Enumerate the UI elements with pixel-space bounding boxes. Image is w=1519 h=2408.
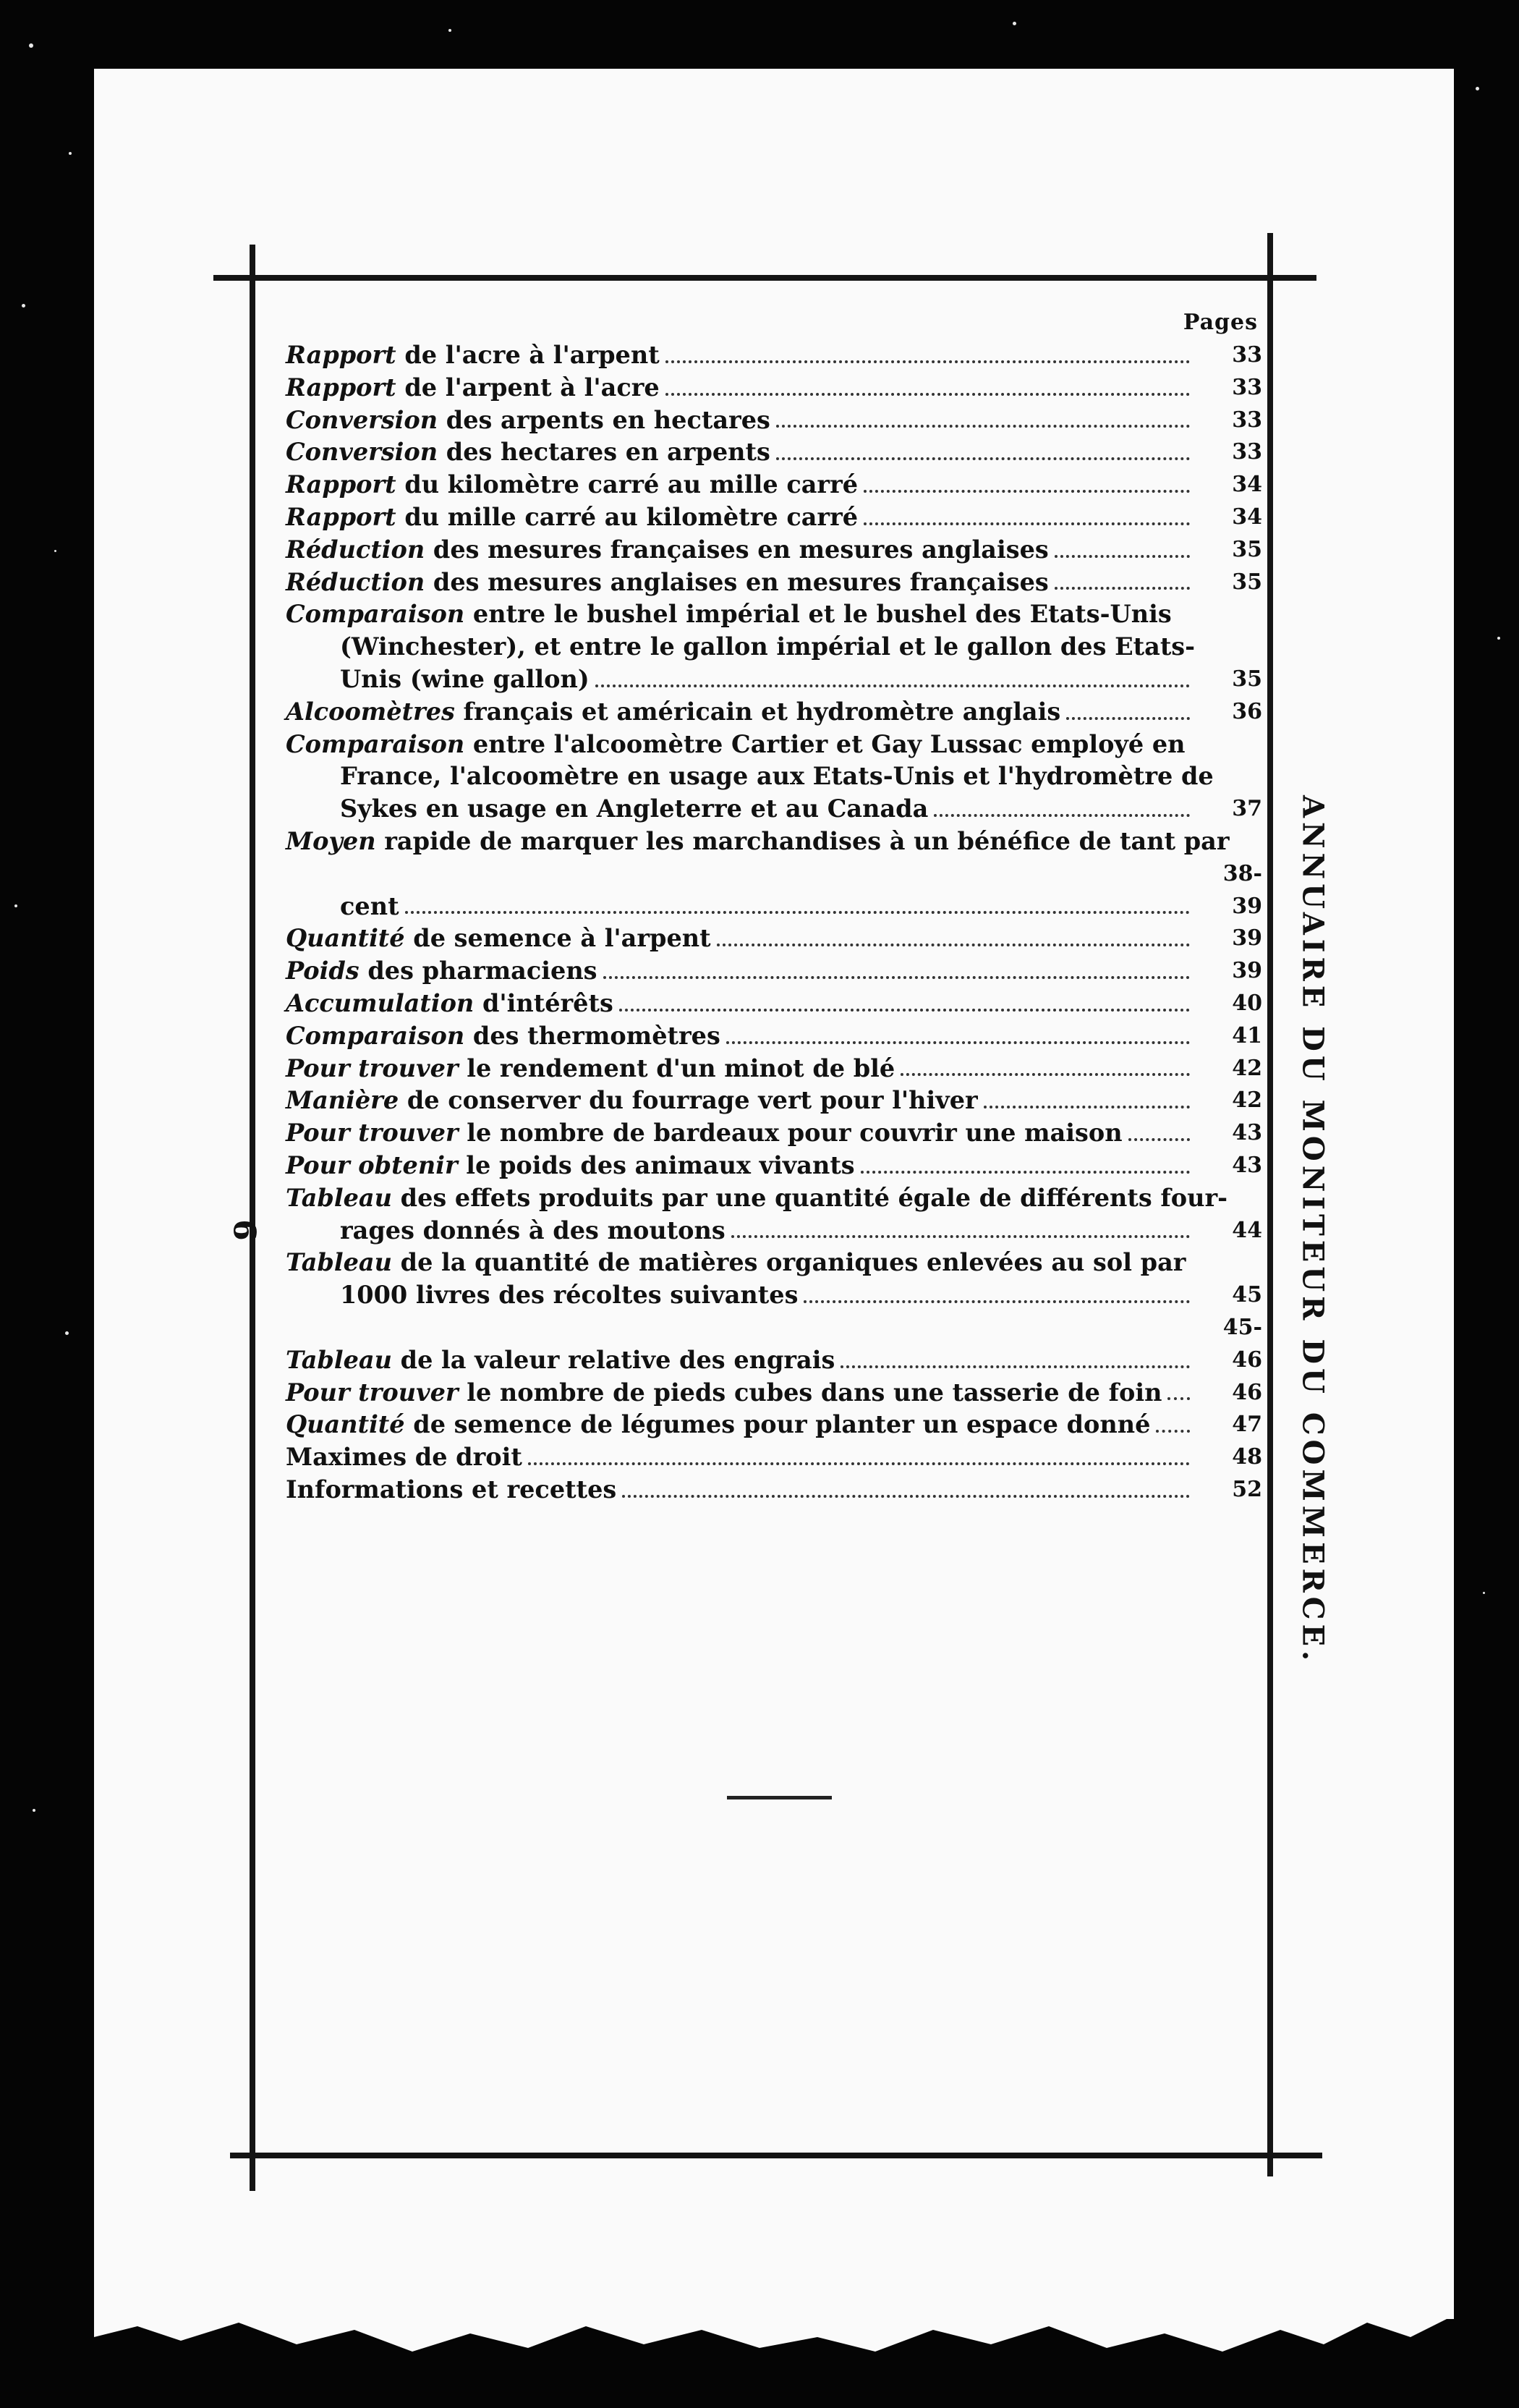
entry-page: 42 (1232, 1055, 1262, 1081)
dot-leader (405, 911, 1190, 914)
entry-text (286, 1409, 1150, 1441)
entry-page: 44 (1232, 1217, 1262, 1243)
speck (33, 1809, 35, 1812)
dot-leader (841, 1365, 1190, 1368)
entry-keyword: Conversion (286, 438, 438, 467)
entry-line (286, 664, 1262, 696)
entry-line-text: rapide de marquer les marchandises à un bénéfice de tant par (384, 826, 1230, 855)
entry-rest: de conserver du fourrage vert pour l'hiver (407, 1086, 978, 1115)
entry-page: 37 (1232, 796, 1262, 822)
entry-keyword: Tableau (286, 1183, 392, 1212)
speck (1013, 22, 1016, 25)
entry-text (286, 372, 660, 404)
dot-leader (804, 1300, 1190, 1303)
pages-header (286, 310, 1262, 335)
table-of-contents (286, 310, 1262, 1506)
entry-text (286, 1248, 1186, 1276)
entry-text (286, 1053, 895, 1085)
entry-rest: de l'arpent à l'acre (404, 373, 660, 402)
entry-keyword: Pour trouver (286, 1119, 459, 1148)
entry-rest: de semence de légumes pour planter un espace donné (413, 1410, 1151, 1439)
toc-entry (286, 1020, 1262, 1053)
entry-text (286, 404, 770, 437)
toc-entry (286, 1247, 1262, 1312)
entry-line-text: (Winchester), et entre le gallon impérial et le gallon des Etats- (340, 632, 1196, 661)
speck (29, 43, 33, 48)
dot-leader (603, 976, 1190, 979)
entry-keyword: Comparaison (286, 729, 465, 758)
speck (22, 304, 25, 308)
entry-line (286, 1215, 1262, 1247)
entry-rest: d'intérêts (482, 988, 613, 1017)
entry-page: 38-39 (1222, 860, 1262, 919)
entry-text (286, 923, 711, 955)
toc-entry (286, 1085, 1262, 1117)
entry-text (286, 730, 1186, 758)
toc-entry (286, 372, 1262, 404)
entry-text (286, 436, 770, 469)
dot-leader (1055, 555, 1190, 558)
entry-keyword: Comparaison (286, 1021, 465, 1050)
entry-rest: du kilomètre carré au mille carré (404, 470, 859, 499)
toc-entries (286, 339, 1262, 1506)
toc-entry (286, 1312, 1262, 1377)
entry-line (286, 729, 1262, 761)
pages-label: Pages (1183, 310, 1258, 335)
entry-text (286, 1474, 616, 1506)
entry-keyword: Tableau (286, 1248, 392, 1277)
toc-entry (286, 1182, 1262, 1247)
entry-text (286, 1184, 1227, 1212)
entry-text (286, 1117, 1123, 1150)
entry-text (286, 1441, 522, 1474)
entry-keyword: Pour obtenir (286, 1150, 458, 1179)
entry-rest: le nombre de bardeaux pour couvrir une maison (467, 1119, 1123, 1148)
entry-keyword: Quantité (286, 924, 405, 953)
dot-leader (901, 1073, 1190, 1076)
entry-page: 35 (1232, 569, 1262, 595)
entry-line (286, 1247, 1262, 1279)
speck (1483, 1592, 1485, 1594)
entry-keyword: Alcoomètres (286, 697, 455, 726)
entry-line-text: cent (340, 891, 399, 920)
top-rule (213, 275, 1316, 281)
entry-text (286, 988, 613, 1020)
entry-line (286, 1182, 1262, 1215)
speck (1497, 637, 1500, 640)
dot-leader (595, 684, 1190, 687)
entry-page: 33 (1232, 374, 1262, 400)
entry-page: 41 (1232, 1022, 1262, 1048)
entry-rest: Informations et recettes (286, 1475, 617, 1504)
entry-line (286, 826, 1262, 858)
entry-line (286, 793, 1262, 826)
entry-keyword: Accumulation (286, 988, 475, 1017)
dot-leader (622, 1495, 1190, 1498)
entry-rest: des thermomètres (472, 1021, 720, 1050)
entry-page: 45 (1232, 1282, 1262, 1308)
dot-leader (665, 360, 1190, 363)
entry-text (340, 793, 928, 826)
entry-keyword: Pour trouver (286, 1054, 459, 1082)
entry-keyword: Moyen (286, 826, 376, 855)
entry-line-text: France, l'alcoomètre en usage aux Etats-Unis et l'hydromètre de (340, 762, 1214, 791)
entry-text (286, 534, 1049, 567)
entry-text (340, 1279, 798, 1312)
toc-entry (286, 534, 1262, 567)
entry-page: 48 (1232, 1444, 1262, 1470)
entry-page: 43 (1232, 1152, 1262, 1178)
entry-rest: du mille carré au kilomètre carré (404, 502, 859, 531)
entry-rest: des pharmaciens (367, 957, 597, 985)
toc-entry (286, 1409, 1262, 1441)
entry-line (286, 760, 1262, 793)
toc-entry (286, 1474, 1262, 1506)
entry-page: 39 (1232, 958, 1262, 984)
dot-leader (619, 1009, 1190, 1012)
entry-line-text: 1000 livres des récoltes suivantes (340, 1281, 799, 1310)
entry-page: 36 (1232, 698, 1262, 724)
entry-page: 39 (1232, 925, 1262, 951)
left-rule (250, 245, 255, 2191)
toc-entry (286, 955, 1262, 988)
dot-leader (776, 457, 1190, 460)
entry-rest: des mesures françaises en mesures anglaises (433, 535, 1049, 564)
entry-text (286, 567, 1049, 599)
entry-rest: des hectares en arpents (446, 438, 770, 467)
entry-line-text: Unis (wine gallon) (340, 664, 590, 693)
entry-rest: de semence à l'arpent (413, 924, 711, 953)
entry-keyword: Rapport (286, 341, 396, 369)
entry-text (286, 339, 660, 372)
dot-leader (864, 490, 1190, 493)
entry-rest: de la valeur relative des engrais (400, 1345, 835, 1374)
toc-entry (286, 923, 1262, 955)
entry-keyword: Rapport (286, 502, 396, 531)
entry-page: 35 (1232, 536, 1262, 562)
entry-rest: le poids des animaux vivants (466, 1150, 855, 1179)
toc-entry (286, 826, 1262, 923)
entry-text (340, 632, 1195, 661)
entry-line-text: de la quantité de matières organiques enlevées au sol par (400, 1248, 1186, 1277)
entry-page: 33 (1232, 342, 1262, 368)
entry-page: 33 (1232, 439, 1262, 465)
toc-entry (286, 729, 1262, 826)
dot-leader (665, 393, 1190, 396)
dot-leader (726, 1041, 1190, 1044)
entry-page: 43 (1232, 1120, 1262, 1146)
entry-text (340, 664, 590, 696)
entry-line-text: rages donnés à des moutons (340, 1216, 726, 1245)
entry-page: 33 (1232, 407, 1262, 433)
speck (69, 152, 72, 155)
torn-edge (94, 2272, 1454, 2359)
entry-page: 47 (1232, 1412, 1262, 1438)
entry-keyword: Comparaison (286, 600, 465, 629)
dot-leader (864, 522, 1190, 525)
entry-text (340, 891, 399, 923)
entry-page: 35 (1232, 666, 1262, 692)
dot-leader (1128, 1138, 1190, 1141)
toc-entry (286, 988, 1262, 1020)
entry-text (286, 1085, 978, 1117)
entry-line-text: des effets produits par une quantité égale de différents four- (400, 1183, 1228, 1212)
speck (14, 904, 17, 907)
toc-entry (286, 696, 1262, 729)
entry-text (286, 600, 1172, 628)
entry-line (286, 631, 1262, 664)
entry-keyword: Manière (286, 1086, 399, 1115)
toc-entry (286, 339, 1262, 372)
toc-entry (286, 598, 1262, 695)
entry-rest: Maximes de droit (286, 1443, 522, 1472)
entry-page: 40 (1232, 990, 1262, 1016)
entry-page: 42 (1232, 1088, 1262, 1114)
entry-line (286, 1279, 1262, 1312)
toc-entry (286, 1441, 1262, 1474)
entry-keyword: Poids (286, 957, 359, 985)
entry-page: 34 (1232, 504, 1262, 530)
running-title: ANNUAIRE DU MONITEUR DU COMMERCE. (1295, 794, 1330, 1666)
end-rule (727, 1796, 832, 1799)
speck (448, 29, 451, 32)
toc-entry (286, 501, 1262, 534)
entry-rest: le nombre de pieds cubes dans une tasserie de foin (467, 1378, 1162, 1407)
entry-keyword: Conversion (286, 405, 438, 434)
entry-text (286, 1150, 855, 1182)
dot-leader (861, 1171, 1190, 1174)
entry-rest: le rendement d'un minot de blé (467, 1054, 895, 1082)
entry-text (286, 1020, 720, 1053)
entry-text (286, 955, 597, 988)
entry-keyword: Réduction (286, 567, 425, 596)
entry-line-text: Sykes en usage en Angleterre et au Canada (340, 794, 929, 823)
entry-keyword: Pour trouver (286, 1378, 459, 1407)
dot-leader (731, 1235, 1190, 1238)
entry-keyword: Rapport (286, 470, 396, 499)
speck (54, 550, 56, 552)
dot-leader (1156, 1430, 1190, 1433)
entry-rest: des mesures anglaises en mesures françaises (433, 567, 1049, 596)
entry-page: 34 (1232, 472, 1262, 498)
entry-text (286, 501, 858, 534)
entry-line (286, 858, 1262, 923)
entry-text (286, 1377, 1162, 1409)
entry-keyword: Rapport (286, 373, 396, 402)
entry-text (286, 827, 1230, 855)
toc-entry (286, 1053, 1262, 1085)
entry-text (286, 469, 858, 501)
toc-entry (286, 567, 1262, 599)
entry-text (340, 762, 1214, 790)
speck (65, 1331, 69, 1335)
entry-line-text: entre l'alcoomètre Cartier et Gay Lussac employé en (472, 729, 1186, 758)
toc-entry (286, 1150, 1262, 1182)
page-number: 6 (226, 1219, 263, 1241)
entry-rest: français et américain et hydromètre anglais (463, 697, 1061, 726)
toc-entry (286, 1117, 1262, 1150)
toc-entry (286, 404, 1262, 437)
dot-leader (528, 1462, 1190, 1465)
entry-page: 45-46 (1222, 1314, 1262, 1373)
speck (1476, 87, 1479, 90)
entry-keyword: Tableau (286, 1345, 392, 1374)
dot-leader (776, 425, 1190, 428)
dot-leader (1055, 587, 1190, 590)
entry-line (286, 598, 1262, 631)
dot-leader (717, 944, 1190, 946)
right-rule (1267, 233, 1273, 2176)
toc-entry (286, 469, 1262, 501)
entry-text (340, 1215, 726, 1247)
dot-leader (1066, 717, 1190, 720)
toc-entry (286, 1377, 1262, 1409)
dot-leader (1167, 1397, 1190, 1400)
entry-keyword: Réduction (286, 535, 425, 564)
dot-leader (984, 1106, 1190, 1108)
toc-entry (286, 436, 1262, 469)
entry-text (286, 696, 1060, 729)
entry-line-text: entre le bushel impérial et le bushel des Etats-Unis (472, 600, 1172, 629)
bottom-rule (230, 2153, 1322, 2158)
entry-keyword: Quantité (286, 1410, 405, 1439)
entry-page: 46 (1232, 1379, 1262, 1405)
entry-rest: des arpents en hectares (446, 405, 770, 434)
dot-leader (934, 814, 1190, 817)
entry-text (286, 1344, 835, 1377)
entry-page: 52 (1232, 1476, 1262, 1502)
entry-rest: de l'acre à l'arpent (404, 341, 660, 369)
